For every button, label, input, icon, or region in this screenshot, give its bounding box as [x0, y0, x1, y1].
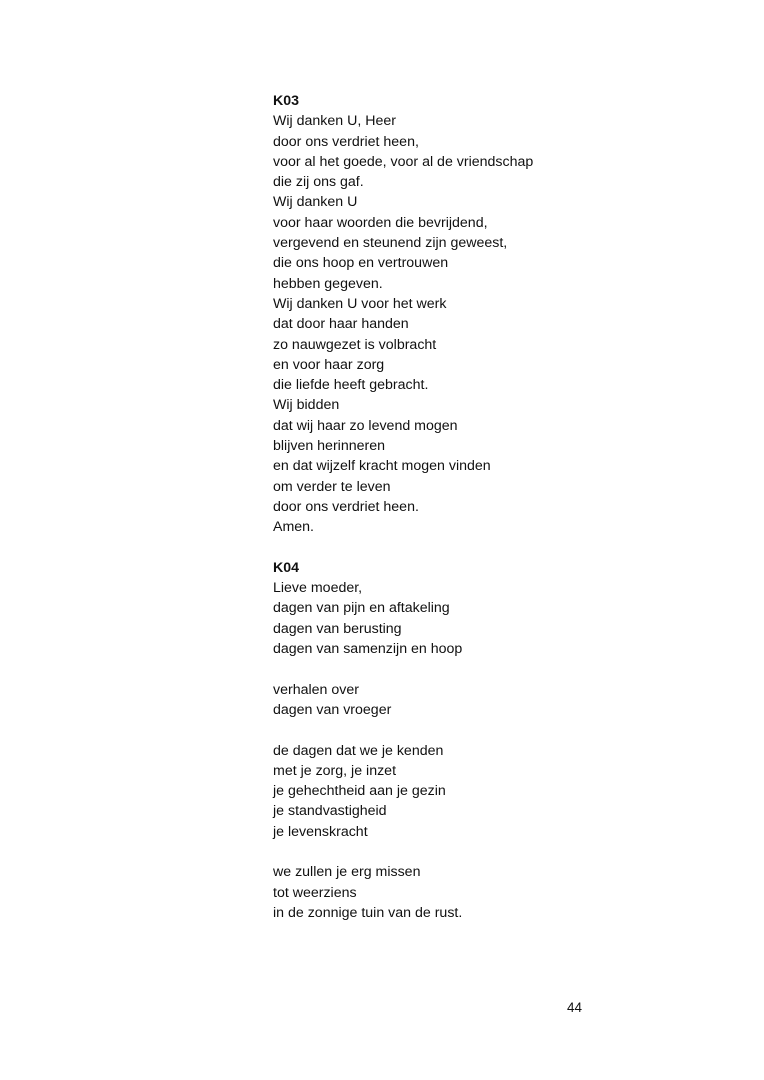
- poem-line: dat door haar handen: [273, 316, 409, 333]
- section-heading: K03: [273, 93, 300, 109]
- stanza: [273, 862, 653, 923]
- poem-line: Wij danken U voor het werk: [273, 295, 447, 312]
- page-number: 44: [566, 1000, 582, 1015]
- poem-line: de dagen dat we je kenden: [273, 742, 444, 759]
- stanza-spacer: [273, 720, 653, 740]
- stanza: [273, 111, 653, 537]
- poem-line: Amen.: [273, 519, 315, 536]
- stanza: [273, 578, 653, 659]
- poem-line: voor al het goede, voor al de vriendschap: [273, 153, 534, 170]
- poem-line: Lieve moeder,: [273, 580, 363, 597]
- poem-line: en voor haar zorg: [273, 356, 385, 373]
- poem-line: zo nauwgezet is volbracht: [273, 336, 437, 353]
- poem-line: vergevend en steunend zijn geweest,: [273, 235, 508, 252]
- poem-line: die ons hoop en vertrouwen: [273, 255, 449, 272]
- poem-line: dagen van samenzijn en hoop: [273, 641, 463, 658]
- poem-line: in de zonnige tuin van de rust.: [273, 904, 463, 921]
- poem-line: die zij ons gaf.: [273, 174, 364, 191]
- poem-line: blijven herinneren: [273, 438, 385, 455]
- stanza-spacer: [273, 659, 653, 679]
- poem-line: Wij bidden: [273, 397, 340, 414]
- poem-line: Wij danken U, Heer: [273, 113, 397, 130]
- poem-line: tot weerziens: [273, 884, 357, 901]
- poem-line: je levenskracht: [273, 823, 368, 840]
- poem-line: we zullen je erg missen: [273, 864, 421, 881]
- poem-line: en dat wijzelf kracht mogen vinden: [273, 458, 491, 475]
- stanza: [273, 680, 653, 721]
- section-k04: [273, 558, 653, 923]
- poem-line: door ons verdriet heen,: [273, 133, 419, 150]
- poem-line: die liefde heeft gebracht.: [273, 377, 429, 394]
- stanza-spacer: [273, 842, 653, 862]
- poem-line: met je zorg, je inzet: [273, 762, 397, 779]
- poem-line: verhalen over: [273, 681, 359, 698]
- section-spacer: [273, 538, 653, 558]
- poem-line: dagen van vroeger: [273, 701, 392, 718]
- section-k03: [273, 91, 653, 538]
- poem-line: Wij danken U: [273, 194, 358, 211]
- poem-line: je standvastigheid: [273, 803, 387, 820]
- stanza: [273, 741, 653, 842]
- poem-line: om verder te leven: [273, 478, 391, 495]
- poem-line: dagen van berusting: [273, 620, 402, 637]
- poem-line: dagen van pijn en aftakeling: [273, 600, 450, 617]
- section-heading: K04: [273, 559, 300, 576]
- poem-line: hebben gegeven.: [273, 275, 383, 292]
- poem-line: door ons verdriet heen.: [273, 498, 419, 515]
- poem-text-block: [273, 91, 653, 923]
- poem-line: dat wij haar zo levend mogen: [273, 417, 458, 434]
- poem-line: je gehechtheid aan je gezin: [273, 783, 446, 800]
- poem-line: voor haar woorden die bevrijdend,: [273, 214, 488, 231]
